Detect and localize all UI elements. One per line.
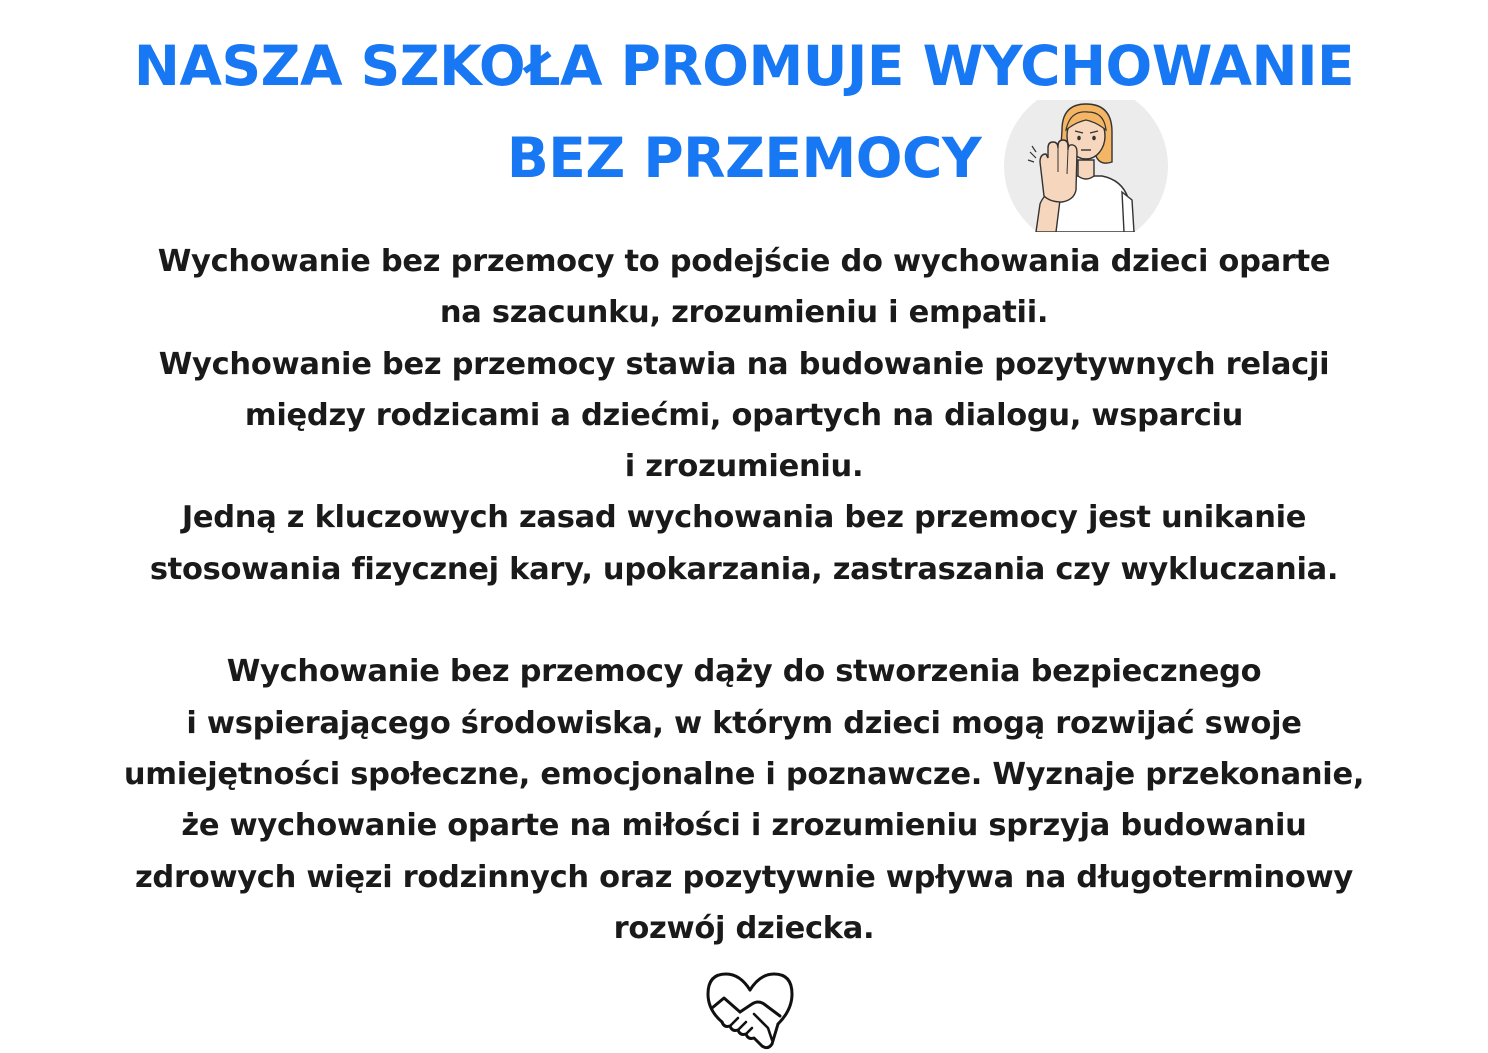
paragraph-1-line: Wychowanie bez przemocy to podejście do wychowania dzieci oparte <box>157 244 1331 279</box>
paragraph-2-line: umiejętności społeczne, emocjonalne i poznawcze. Wyznaje przekonanie, <box>123 756 1365 792</box>
paragraph-1-line: Wychowanie bez przemocy stawia na budowanie pozytywnych relacji <box>158 346 1330 382</box>
paragraph-1-line: i zrozumieniu. <box>624 449 864 485</box>
paragraph-1-line: stosowania fizycznej kary, upokarzania, zastraszania czy wykluczania. <box>149 551 1339 587</box>
woman-stop-hand-icon <box>1000 100 1168 232</box>
paragraph-2-line: rozwój dziecka. <box>613 910 875 946</box>
paragraph-2-line: Wychowanie bez przemocy dąży do stworzenia bezpiecznego <box>226 654 1262 690</box>
heart-handshake-icon <box>702 968 798 1052</box>
paragraph-2-line: zdrowych więzi rodzinnych oraz pozytywnie wpływa na długoterminowy <box>134 859 1354 895</box>
body-text <box>40 236 1448 954</box>
paragraph-1-line: między rodzicami a dziećmi, opartych na dialogu, wsparciu <box>244 397 1244 433</box>
page-title-line-1: NASZA SZKOŁA PROMUJE WYCHOWANIE <box>133 34 1355 98</box>
paragraph-2-line: i wspierającego środowiska, w którym dzieci mogą rozwijać swoje <box>186 705 1302 741</box>
paragraph-1-line: na szacunku, zrozumieniu i empatii. <box>439 295 1049 331</box>
paragraph-1-line: Jedną z kluczowych zasad wychowania bez przemocy jest unikanie <box>181 500 1307 536</box>
paragraph-spacer <box>40 595 1448 646</box>
paragraph-2-line: że wychowanie oparte na miłości i zrozumieniu sprzyja budowaniu <box>181 808 1307 844</box>
page-title-line-2: BEZ PRZEMOCY <box>506 126 982 190</box>
